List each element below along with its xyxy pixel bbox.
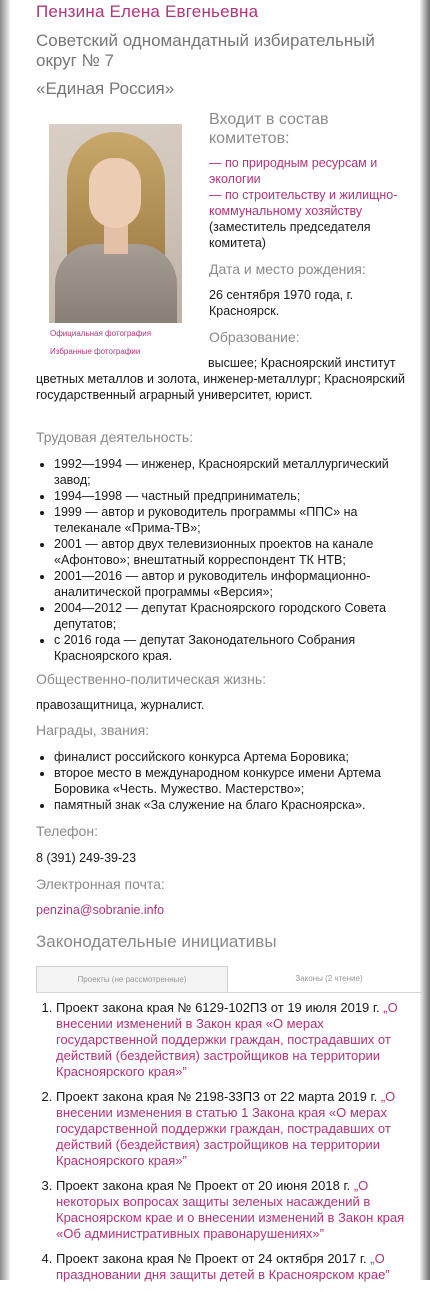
bill-prefix: Проект закона края № 6129-102ПЗ от 19 июля 2019 г. — [56, 1000, 384, 1015]
tab-laws[interactable]: Законы (2 чтение) — [295, 974, 363, 983]
bill-prefix: Проект закона края № Проект от 24 октября 2017 г. — [56, 1251, 371, 1266]
work-list — [36, 456, 424, 664]
committee-ecology-link[interactable]: — по природным ресурсам и экологии — [209, 156, 378, 186]
left-edge-shadow — [0, 0, 10, 1280]
list-item: • 2004—2012 — депутат Красноярского городского Совета депутатов; — [54, 600, 424, 632]
bill-prefix: Проект закона края № Проект от 20 июня 2018 г. — [56, 1178, 354, 1193]
list-item: • второе место в международном конкурсе имени Артема Боровика «Честь. Мужество. Мастерство»; — [54, 765, 424, 797]
party-name: «Единая Россия» — [36, 79, 175, 98]
initiatives-heading: Законодательные инициативы — [36, 932, 277, 951]
birth-value: 26 сентября 1970 года, г. Красноярск. — [209, 288, 354, 318]
committee-construction-link[interactable]: — по строительству и жилищно-коммунальному хозяйству — [209, 188, 398, 218]
electoral-district: Советский одномандатный избирательный округ № 7 — [36, 31, 375, 70]
education-value: высшее; Красноярский институт цветных металлов и золота, инженер-металлург; Красноярский государственный аграрный университет, юрист. — [36, 356, 405, 402]
official-photo-link[interactable]: Официальная фотография — [50, 329, 152, 338]
bill-link[interactable]: „О внесении изменений в Закон края «О мерах государственной поддержки граждан, пострадавших от действий (бездействия) застройщиков на территории Красноярского края»” — [56, 1000, 398, 1079]
list-item: • 1994—1998 — частный предприниматель; — [54, 488, 424, 504]
list-item: • 2001—2016 — автор и руководитель информационно-аналитической программы «Версия»; — [54, 568, 424, 600]
birth-label: Дата и место рождения: — [209, 261, 366, 277]
phone-label: Телефон: — [36, 823, 98, 839]
bill-link[interactable]: „О внесении изменения в статью 1 Закона края «О мерах государственной поддержки граждан, пострадавших от действий (бездействия) застройщиков на территории Красноярского края»” — [56, 1089, 396, 1168]
bill-link[interactable]: „О некоторых вопросах защиты зеленых насаждений в Красноярском крае и о внесении изменений в Закон края «Об административных правонарушениях»” — [56, 1178, 405, 1241]
work-label: Трудовая деятельность: — [36, 429, 194, 445]
list-item — [56, 1251, 426, 1283]
list-item — [56, 1178, 426, 1242]
bills-list — [36, 1000, 426, 1292]
list-item: • 1999 — автор и руководитель программы «ППС» на телеканале «Прима-ТВ»; — [54, 504, 424, 536]
email-label: Электронная почта: — [36, 876, 165, 892]
bill-link[interactable]: „О праздновании дня защиты детей в Красноярском крае” — [56, 1251, 390, 1282]
education-label: Образование: — [209, 329, 300, 345]
list-item — [56, 1000, 426, 1080]
selected-photos-link[interactable]: Избранные фотографии — [50, 347, 141, 356]
list-item: • финалист российского конкурса Артема Боровика; — [54, 749, 424, 765]
tab-projects[interactable]: Проекты (не рассмотренные) — [36, 966, 228, 992]
deputy-name: Пензина Елена Евгеньевна — [36, 2, 259, 21]
bill-prefix: Проект закона края № 2198-33ПЗ от 22 марта 2019 г. — [56, 1089, 381, 1104]
email-link[interactable]: penzina@sobranie.info — [36, 903, 165, 917]
initiatives-tabs — [36, 966, 422, 993]
public-life-label: Общественно-политическая жизнь: — [36, 671, 267, 687]
committee-list — [209, 155, 409, 251]
awards-label: Награды, звания: — [36, 722, 150, 738]
list-item: • с 2016 года — депутат Законодательного Собрания Красноярского края. — [54, 632, 424, 664]
list-item: • 2001 — автор двух телевизионных проектов на канале «Афонтово»; внештатный корреспондент ТК НТВ; — [54, 536, 424, 568]
committee-role-note: (заместитель председателя комитета) — [209, 220, 371, 250]
awards-list — [36, 749, 424, 813]
list-item — [56, 1089, 426, 1169]
public-life-value: правозащитница, журналист. — [36, 698, 205, 712]
list-item: • памятный знак «За служение на благо Красноярска». — [54, 797, 424, 813]
committees-label: Входит в состав комитетов: — [209, 111, 329, 147]
phone-value: 8 (391) 249-39-23 — [36, 851, 137, 865]
deputy-photo[interactable] — [49, 124, 182, 323]
list-item: • 1992—1994 — инженер, Красноярский металлургический завод; — [54, 456, 424, 488]
